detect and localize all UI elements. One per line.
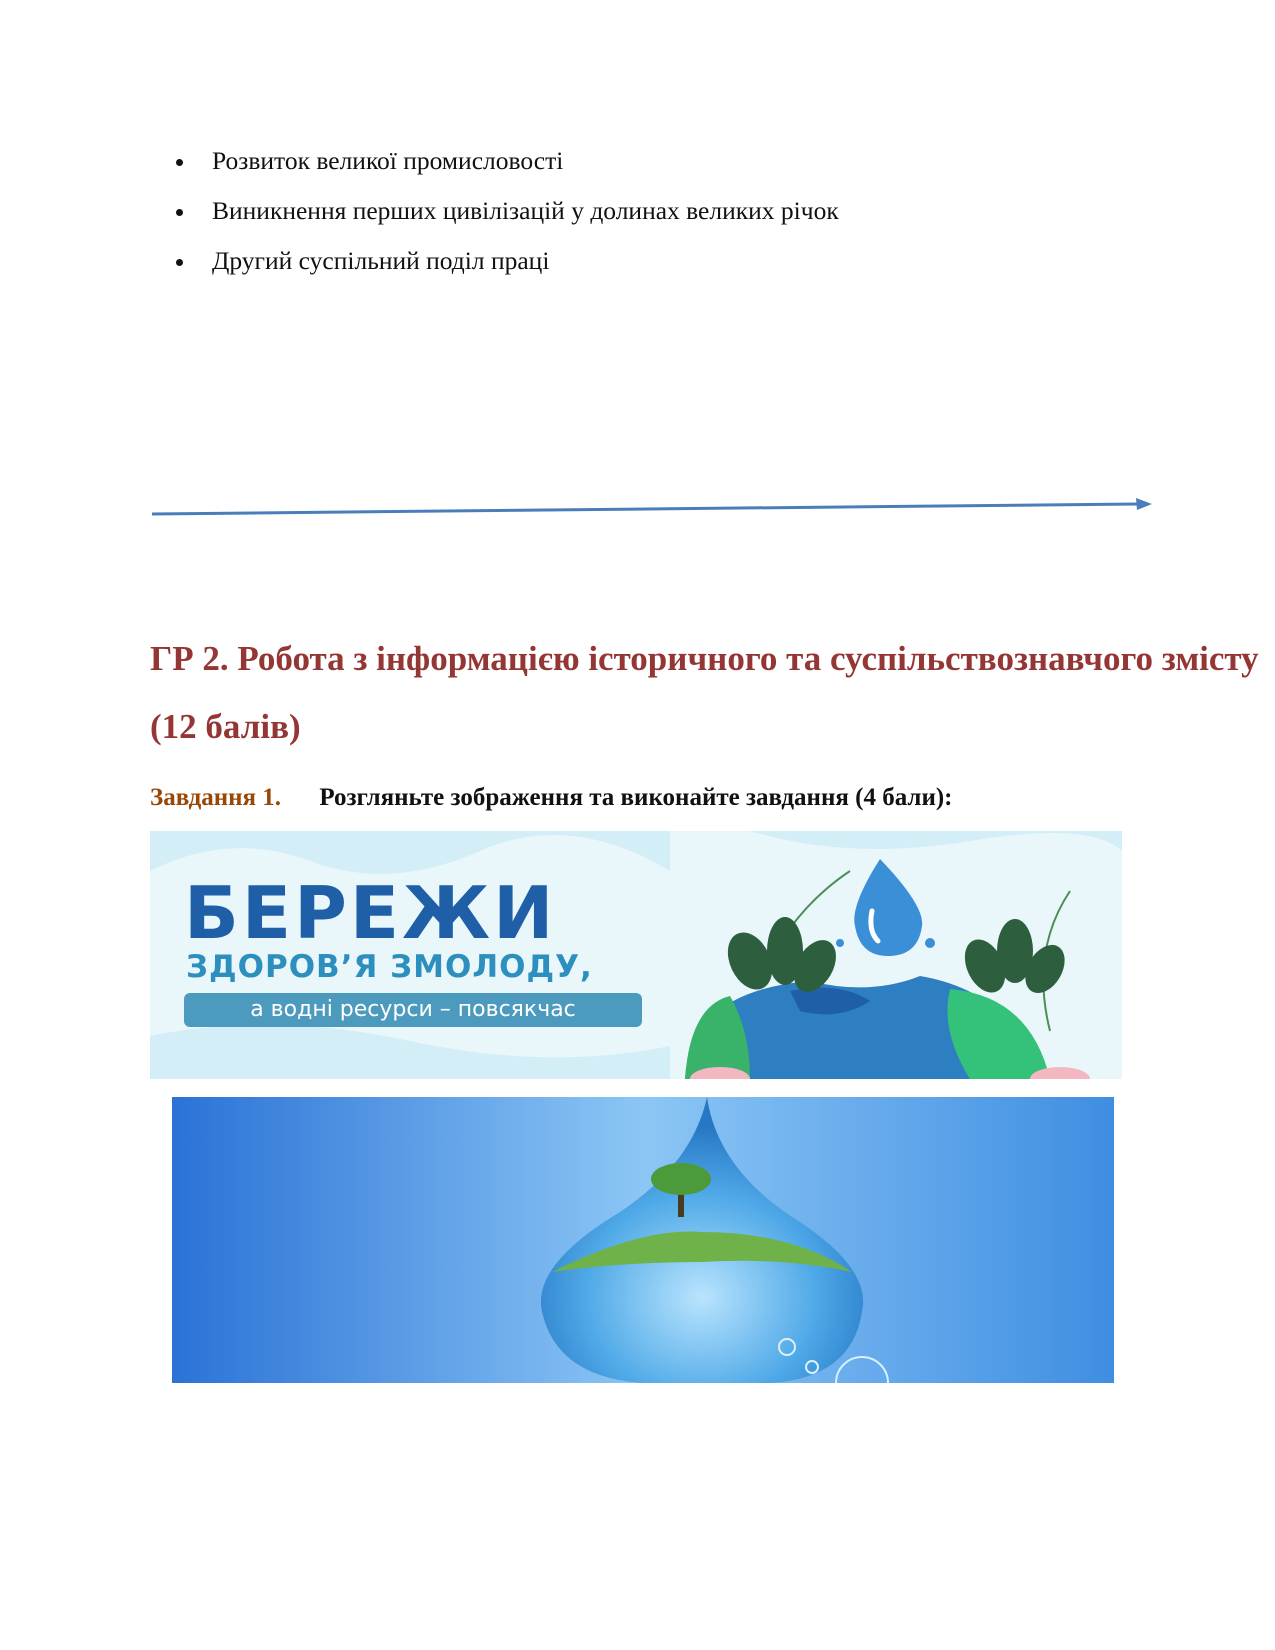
banner-subtitle: ЗДОРОВ’Я ЗМОЛОДУ, [186, 949, 593, 985]
bullet-item [172, 246, 839, 276]
bullet-item [172, 196, 839, 226]
task-text: Розгляньте зображення та виконайте завдання (4 бали): [319, 784, 953, 811]
task-line [150, 784, 953, 812]
task-label: Завдання 1. [150, 784, 282, 811]
water-poster-banner [150, 831, 1122, 1079]
banner-pill: а водні ресурси – повсякчас [184, 993, 642, 1027]
bullet-dot-icon [176, 259, 183, 266]
water-drop-icon [854, 859, 922, 956]
arrow-icon [140, 495, 1160, 525]
bullet-dot-icon [176, 159, 183, 166]
bullet-text: Виникнення перших цивілізацій у долинах великих річок [212, 196, 839, 225]
bullet-text: Розвиток великої промисловості [212, 146, 564, 175]
bullet-dot-icon [176, 209, 183, 216]
water-drop-illustration [172, 1097, 1114, 1383]
bullet-item [172, 146, 839, 176]
section-heading: ГР 2. Робота з інформацією історичного та суспільствознавчого змісту (12 балів) [150, 639, 1259, 746]
bullet-text: Другий суспільний поділ праці [212, 246, 550, 275]
water-drop-photo [172, 1097, 1114, 1383]
bullet-list [172, 146, 839, 296]
banner-title: БЕРЕЖИ [184, 871, 557, 955]
